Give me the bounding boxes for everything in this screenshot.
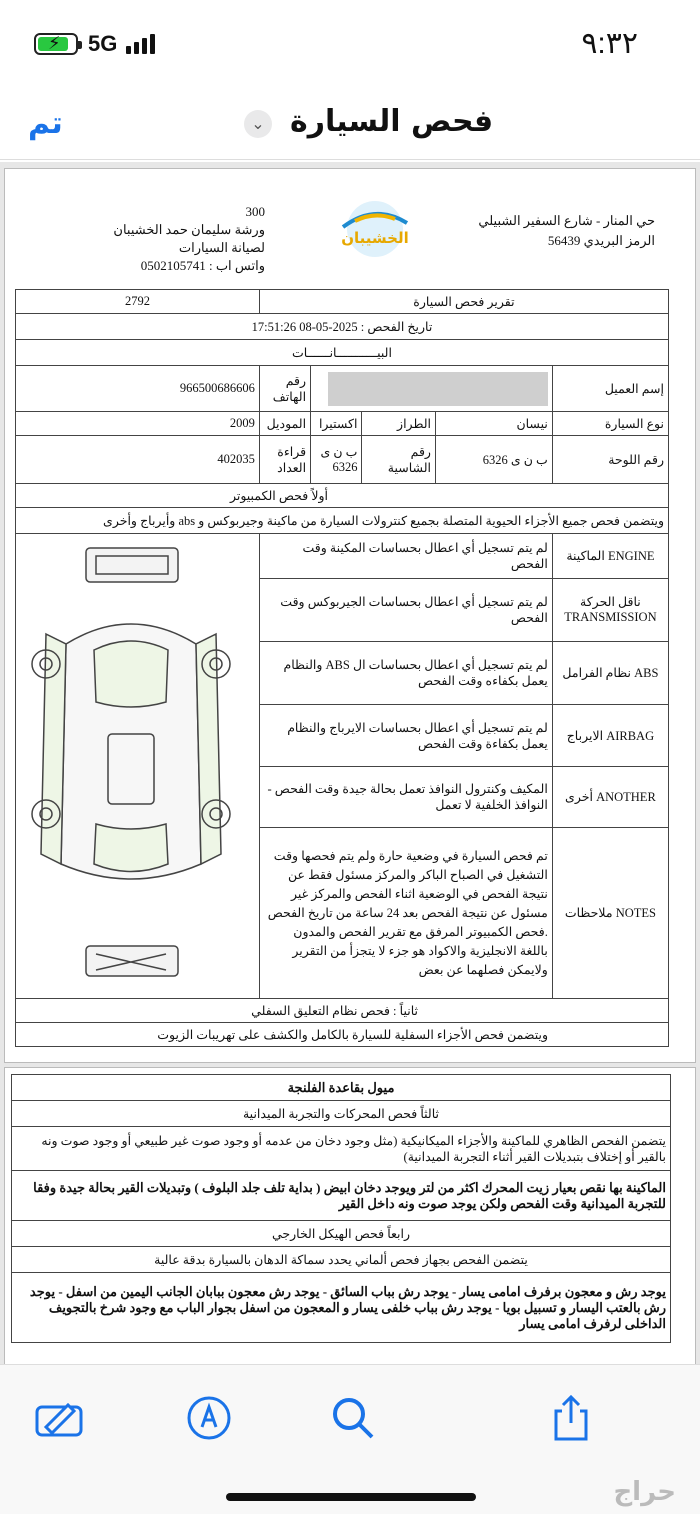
status-bar [0,0,700,90]
other-result: المكيف وكنترول النوافذ تعمل بحالة جيدة وقت الفحص - النوافذ الخلفية لا تعمل [259,767,552,828]
car-damage-diagram [16,534,246,994]
car-diagram-cell [16,534,260,999]
battery-icon: ⚡ [34,33,78,55]
plate-value: ب ن ى 6326 [435,436,552,484]
report-table-2 [11,1074,671,1343]
chevron-down-icon[interactable]: ⌄ [244,110,272,138]
clock: ٩:٣٢ [581,27,638,60]
odometer-value: 402035 [16,436,260,484]
body-desc: يتضمن الفحص بجهاز فحص ألماني يحدد سماكة الدهان بالسيارة بدقة عالية [12,1247,671,1273]
transmission-result: لم يتم تسجيل أي اعطال بحساسات الجيربوكس وقت الفحص [259,578,552,641]
body-heading: رابعاً فحص الهيكل الخارجي [12,1221,671,1247]
chassis-value: ب ن ى 6326 [311,436,362,484]
computer-desc: ويتضمن فحص جميع الأجزاء الحيوية المتصلة بجميع كنترولات السيارة من ماكينة وجيربوكس و abs وأيرباج وأخرى [16,508,669,534]
svg-text:الخشيبان: الخشيبان [341,229,409,247]
airbag-result: لم يتم تسجيل أي اعطال بحساسات الايرباج والنظام يعمل بكفاءة وقت الفحص [259,704,552,767]
watermark: حراج [613,1477,676,1507]
report-table [15,289,669,1047]
body-result: يوجد رش و معجون برفرف امامى يسار - يوجد رش بباب السائق - يوجد رش معجون ببابان الجانب اليمين من اسفل - يوجد رش بالعتب اليسار و تسبيل بويا - يوجد رش بباب خلفى يسار و المعجون من اسفل بجوار الباب مع وجود شرخ بالتجويف الداخلى لرفرف امامى يسار [12,1273,671,1343]
home-indicator [226,1493,476,1501]
engine-result: لم يتم تسجيل أي اعطال بحساسات المكينة وقت الفحص [259,534,552,579]
year-label: الموديل [259,412,310,436]
done-button[interactable]: تم [28,106,63,141]
nav-bar [0,92,700,160]
suspension-heading: ثانياً : فحص نظام التعليق السفلي [16,999,669,1023]
engine-label: الماكينة ENGINE [552,534,668,579]
customer-name-redacted [328,372,548,406]
notes-text: تم فحص السيارة في وضعية حارة ولم يتم فحصها وقت التشغيل في الصباح الباكر والمركز مسئول فقط عن نتيجة الفحص في الوضعية اثناء الفحص والمركز غير مسئول عن نتيجة الفحص بعد 24 ساعة من تاريخ الفحص .فحص الكمبيوتر المرفق مع تقرير الفحص والمدون باللغة الانجليزية والاكواد هو جزء لا يتجزأ من التقرير ولايمكن فصلهما عن بعض [259,828,552,999]
workshop-address: حي المنار - شارع السفير الشبيلي الرمز البريدي 56439 [478,213,655,248]
year-value: 2009 [16,412,260,436]
engine-test-result: الماكينة بها نقص بعيار زيت المحرك اكثر من لتر ويوجد دخان ابيض ( بداية تلف جلد البلوف ) وتبديلات القير بحالة جيدة وفقا للتجربة الميدانية وقت الفحص ولكن يوجد صوت ونه داخل القير [12,1171,671,1221]
odometer-label: قراءة العداد [259,436,310,484]
customer-label: إسم العميل [552,366,668,412]
plate-label: رقم اللوحة [552,436,668,484]
abs-label: نظام الفرامل ABS [552,641,668,704]
suspension-desc: ويتضمن فحص الأجزاء السفلية للسيارة بالكامل والكشف على تهريبات الزيوت [16,1023,669,1047]
signal-icon [126,34,155,54]
chassis-label: رقم الشاسية [362,436,436,484]
report-number: 2792 [16,290,260,314]
report-date: تاريخ الفحص : 2025-05-08 17:51:26 [16,314,669,340]
model-value: اكستيرا [311,412,362,436]
engine-test-heading: ثالثاً فحص المحركات والتجربة الميدانية [12,1101,671,1127]
abs-result: لم يتم تسجيل أي اعطال بحساسات ال ABS والنظام يعمل بكفاءه وقت الفحص [259,641,552,704]
computer-heading: أولاً فحص الكمبيوتر [16,484,669,508]
other-label: أخرى ANOTHER [552,767,668,828]
model-label: الطراز [362,412,436,436]
type-label: نوع السيارة [552,412,668,436]
phone-value: 966500686606 [16,366,260,412]
page-title: فحص السيارة [290,104,494,139]
report-title: تقرير فحص السيارة [259,290,668,314]
notes-label: ملاحظات NOTES [552,828,668,999]
workshop-info: 300 ورشة سليمان حمد الخشيبان لصيانة السيارات واتس اب : 0502105741 [113,204,265,273]
workshop-logo [325,199,425,259]
share-icon[interactable] [546,1393,596,1443]
transmission-label: ناقل الحركة TRANSMISSION [552,578,668,641]
document-viewer[interactable] [0,162,700,1364]
suspension-finding: ميول بقاعدة الفلنجة [12,1075,671,1101]
edit-icon[interactable] [34,1393,84,1443]
search-icon[interactable] [328,1393,378,1443]
engine-test-desc: يتضمن الفحص الظاهري للماكينة والأجزاء الميكانيكية (مثل وجود دخان من عدمه أو وجود صوت غير طبيعي أو وجود صوت ونه بالقير أو إختلاف بتبديلات القير أثناء التجربة الميدانية) [12,1127,671,1171]
data-section-heading: البيـــــــــــانــــــات [16,340,669,366]
report-page-1 [4,168,696,1063]
report-page-2 [4,1067,696,1364]
phone-label: رقم الهاتف [259,366,310,412]
markup-icon[interactable] [184,1393,234,1443]
airbag-label: الايرباج AIRBAG [552,704,668,767]
network-type: 5G [88,31,118,56]
type-value: نيسان [435,412,552,436]
bottom-toolbar [0,1364,700,1514]
